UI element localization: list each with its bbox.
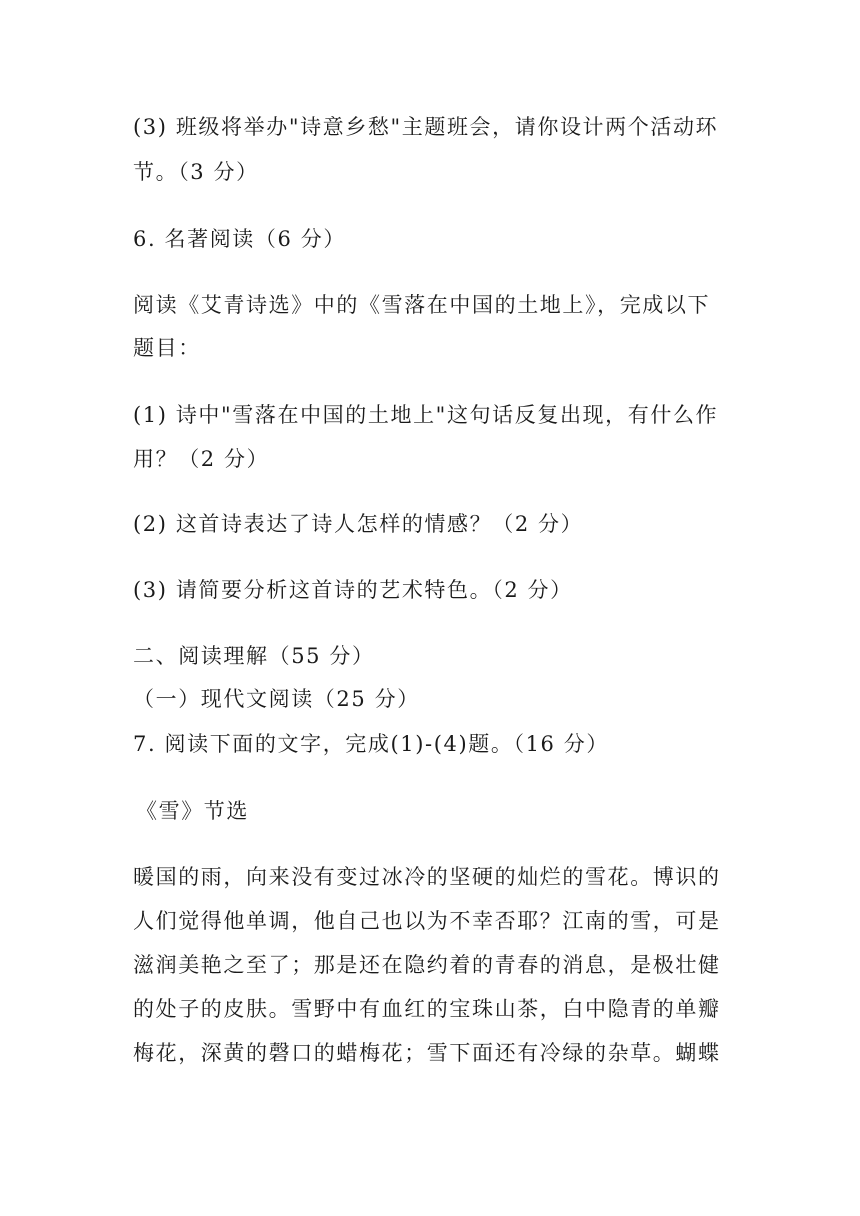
subquestion-1-line-1: (1) 诗中"雪落在中国的土地上"这句话反复出现，有什么作 [133,403,719,427]
section-6-heading: 6. 名著阅读（6 分） [133,227,346,251]
modern-reading-heading: （一）现代文阅读（25 分） [133,687,420,711]
question-7-heading: 7. 阅读下面的文字，完成(1)-(4)题。（16 分） [133,732,609,756]
subquestion-3: (3) 请简要分析这首诗的艺术特色。（2 分） [133,578,573,602]
reading-instruction-line-1: 阅读《艾青诗选》中的《雪落在中国的土地上》，完成以下 [133,293,711,317]
subquestion-2: (2) 这首诗表达了诗人怎样的情感？（2 分） [133,512,584,536]
passage-line-1: 暖国的雨，向来没有变过冰冷的坚硬的灿烂的雪花。博识的 [133,865,721,889]
reading-instruction-line-2: 题目： [133,336,201,360]
passage-line-4: 的处子的皮肤。雪野中有血红的宝珠山茶，白中隐青的单瓣 [133,997,721,1021]
passage-line-5: 梅花，深黄的磬口的蜡梅花；雪下面还有冷绿的杂草。蝴蝶 [133,1041,721,1065]
question-3-line-1: (3) 班级将举办"诗意乡愁"主题班会，请你设计两个活动环 [133,115,719,139]
passage-title: 《雪》节选 [136,799,249,823]
subquestion-1-line-2: 用？（2 分） [133,447,270,471]
question-3-line-2: 节。（3 分） [133,160,259,184]
passage-line-3: 滋润美艳之至了；那是还在隐约着的青春的消息，是极壮健 [133,953,721,977]
passage-line-2: 人们觉得他单调，他自己也以为不幸否耶？江南的雪，可是 [133,909,721,933]
part-two-heading: 二、阅读理解（55 分） [133,644,375,668]
